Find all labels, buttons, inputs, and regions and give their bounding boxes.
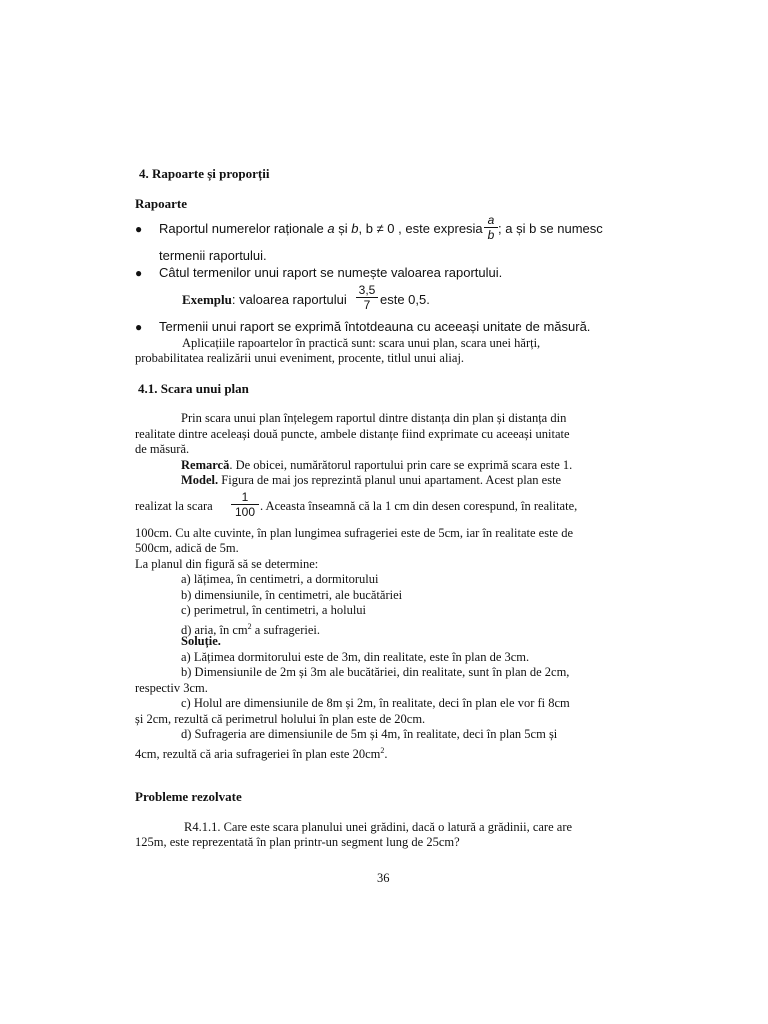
model-line-3: 100cm. Cu alte cuvinte, în plan lungimea sufrageriei este de 5cm, iar în realitate este de — [135, 526, 574, 540]
solution-label: Soluție. — [181, 634, 221, 648]
solution-b-line-2: respectiv 3cm. — [135, 681, 208, 695]
fraction-example: 3,5 7 — [356, 284, 378, 311]
task-a: a) lățimea, în centimetri, a dormitorului — [181, 572, 379, 586]
example-line: Exemplu: valoarea raportului — [182, 292, 347, 307]
paragraph-1-line-3: de măsură. — [135, 442, 190, 456]
solution-c-line-2: și 2cm, rezultă că perimetrul holului în plan este de 20cm. — [135, 712, 426, 726]
bullet-1-line-1-end: ; a și b se numesc — [498, 221, 603, 236]
paragraph-1-line-1: Prin scara unui plan înțelegem raportul dintre distanța din plan și distanța din — [181, 411, 567, 425]
example-line-end: este 0,5. — [380, 292, 430, 307]
section-heading: 4. Rapoarte și proporții — [139, 166, 270, 181]
task-b: b) dimensiunile, în centimetri, ale bucătăriei — [181, 588, 403, 602]
fraction-scale: 1 100 — [231, 491, 259, 518]
model-line-2-end: . Aceasta înseamnă că la 1 cm din desen corespund, în realitate, — [260, 499, 578, 513]
model-line-4: 500cm, adică de 5m. — [135, 541, 239, 555]
solution-d-line-1: d) Sufrageria are dimensiunile de 5m și 4m, în realitate, deci în plan 5cm și — [181, 727, 558, 741]
paragraph-1-line-2: realitate dintre aceleași două puncte, ambele distanțe fiind exprimate cu aceeași unitate — [135, 427, 570, 441]
model-line-1: Model. Figura de mai jos reprezintă planul unui apartament. Acest plan este — [181, 473, 562, 487]
bullet-icon: ● — [135, 266, 143, 280]
bullet-1-line-1: Raportul numerelor raționale a și b, b ≠ 0 , este expresia — [159, 221, 483, 236]
subsection-title-rapoarte: Rapoarte — [135, 196, 187, 211]
page-number: 36 — [377, 871, 390, 885]
task-c: c) perimetrul, în centimetri, a holului — [181, 603, 367, 617]
bullet-2: Câtul termenilor unui raport se numește valoarea raportului. — [159, 265, 503, 280]
fraction-a-over-b: a b — [484, 214, 498, 241]
solution-a: a) Lățimea dormitorului este de 3m, din realitate, este în plan de 3cm. — [181, 650, 530, 664]
remark-line: Remarcă. De obicei, numărătorul raportului prin care se exprimă scara este 1. — [181, 458, 573, 472]
model-line-2-start: realizat la scara — [135, 499, 213, 513]
applications-line-1: Aplicațiile rapoartelor în practică sunt: scara unui plan, scara unei hărți, — [182, 336, 541, 350]
bullet-3: Termenii unui raport se exprimă întotdeauna cu aceeași unitate de măsură. — [159, 319, 591, 334]
solution-b-line-1: b) Dimensiunile de 2m și 3m ale bucătăriei, din realitate, sunt în plan de 2cm, — [181, 665, 570, 679]
problem-r411-line-1: R4.1.1. Care este scara planului unei grădini, dacă o latură a grădinii, care are — [184, 820, 573, 834]
solution-d-line-2: 4cm, rezultă că aria sufrageriei în plan este $20cm^2$. — [135, 746, 388, 762]
subsection-title-probleme: Probleme rezolvate — [135, 789, 242, 804]
bullet-icon: ● — [135, 320, 143, 334]
solution-c-line-1: c) Holul are dimensiunile de 8m și 2m, în realitate, deci în plan ele vor fi 8cm — [181, 696, 570, 710]
task-intro: La planul din figură să se determine: — [135, 557, 319, 571]
problem-r411-line-2: 125m, este reprezentată în plan printr-un segment lung de 25cm? — [135, 835, 460, 849]
task-d: d) aria, în $cm^2$ a sufrageriei. — [181, 622, 321, 638]
subsection-title-scara: 4.1. Scara unui plan — [138, 381, 249, 396]
bullet-1-line-2: termenii raportului. — [159, 248, 267, 263]
bullet-icon: ● — [135, 222, 143, 236]
applications-line-2: probabilitatea realizării unui eveniment, procente, titlul unui aliaj. — [135, 351, 465, 365]
